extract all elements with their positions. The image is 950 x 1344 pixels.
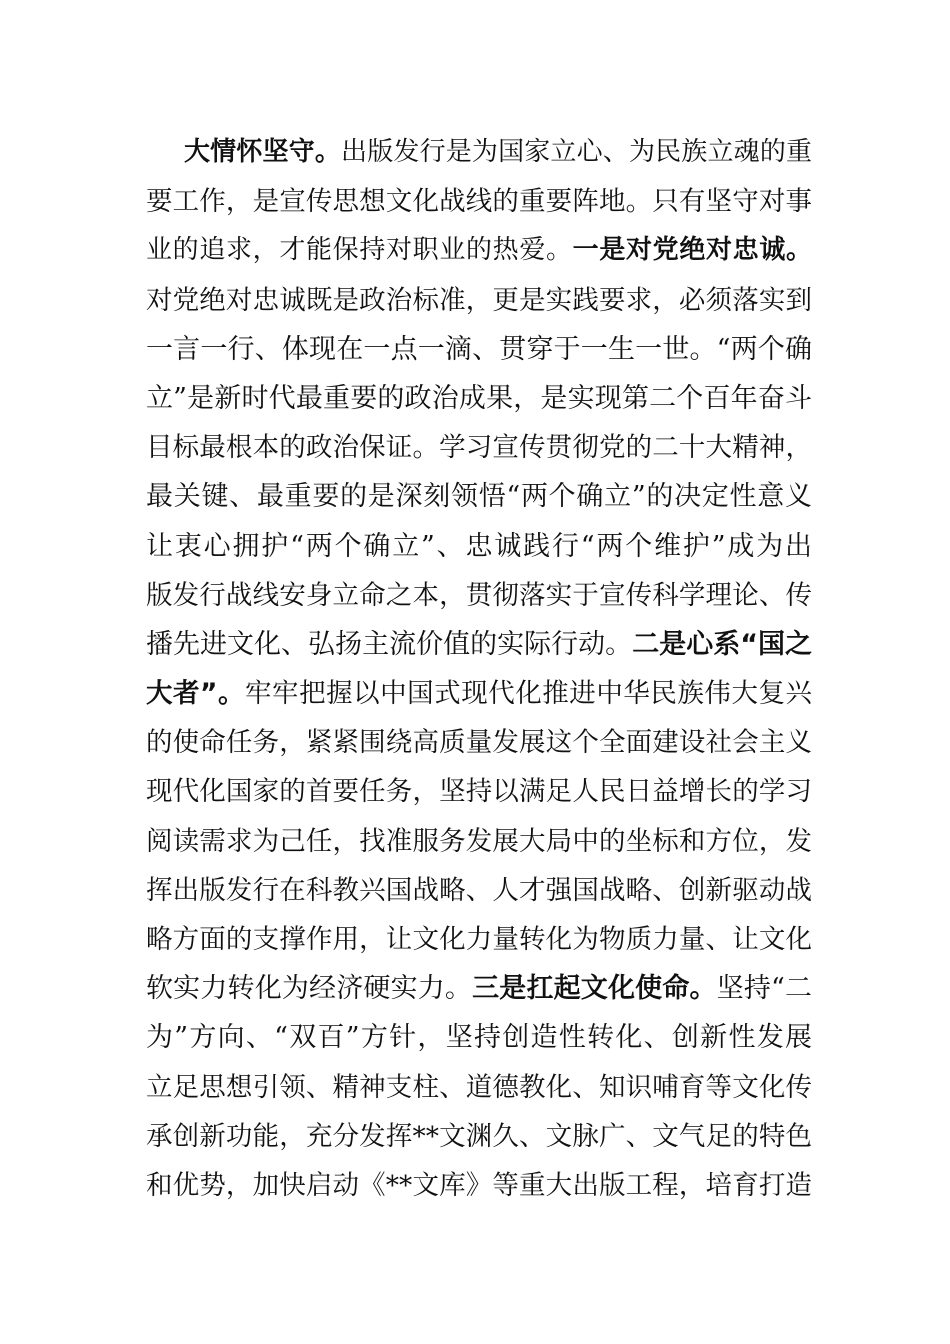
line-text: 软实力转化为经济硬实力。	[146, 973, 473, 1005]
text-line	[146, 522, 812, 571]
bold-heading: 二是心系“国之	[632, 628, 812, 660]
line-text: 略方面的支撑作用，让文化力量转化为物质力量、让文化	[146, 924, 812, 955]
text-line	[146, 718, 812, 767]
line-text: 要工作，是宣传思想文化战线的重要阵地。只有坚守对事	[146, 186, 812, 218]
text-line	[146, 423, 812, 472]
text-line	[146, 1013, 812, 1062]
line-text: 最关键、最重要的是深刻领悟“两个确立”的决定性意义	[146, 481, 812, 513]
text-line	[146, 226, 812, 275]
line-text: 对党绝对忠诚既是政治标准，更是实践要求，必须落实到	[146, 284, 812, 316]
text-line	[146, 767, 812, 816]
line-text: 一言一行、体现在一点一滴、贯穿于一生一世。“两个确	[146, 333, 812, 365]
text-line	[146, 177, 812, 226]
bold-heading: 大情怀坚守。	[184, 137, 342, 167]
bold-heading: 大者”。	[146, 678, 246, 710]
line-text: 挥出版发行在科教兴国战略、人才强国战略、创新驱动战	[146, 874, 812, 906]
text-line	[146, 276, 812, 325]
bold-heading: 一是对党绝对忠诚。	[572, 235, 812, 266]
line-text: 为”方向、“双百”方针，坚持创造性转化、创新性发展	[146, 1022, 812, 1054]
line-text: 阅读需求为己任，找准服务发展大局中的坐标和方位，发	[146, 825, 812, 857]
text-line	[146, 374, 812, 423]
text-line	[146, 866, 812, 915]
text-line	[146, 1161, 812, 1210]
line-text: 和优势，加快启动《**文库》等重大出版工程，培育打造	[146, 1169, 812, 1201]
line-text: 目标最根本的政治保证。学习宣传贯彻党的二十大精神，	[146, 432, 812, 464]
line-text: 让衷心拥护“两个确立”、忠诚践行“两个维护”成为出	[146, 530, 812, 562]
line-text: 出版发行是为国家立心、为民族立魂的重	[341, 137, 812, 167]
line-text: 承创新功能，充分发挥**文渊久、文脉广、文气足的特色	[146, 1120, 812, 1152]
body-paragraph	[146, 128, 812, 1210]
line-text: 现代化国家的首要任务，坚持以满足人民日益增长的学习	[146, 776, 812, 808]
text-line	[146, 325, 812, 374]
text-line	[146, 669, 812, 718]
line-text: 业的追求，才能保持对职业的热爱。	[146, 235, 573, 266]
line-text: 的使命任务，紧紧围绕高质量发展这个全面建设社会主义	[146, 727, 812, 759]
text-line	[146, 817, 812, 866]
line-text-tail: 坚持“二	[716, 973, 812, 1005]
line-text: 立”是新时代最重要的政治成果，是实现第二个百年奋斗	[146, 382, 812, 414]
text-line	[146, 571, 812, 620]
text-line	[146, 620, 812, 669]
text-line	[146, 128, 812, 177]
text-line	[146, 472, 812, 521]
line-text: 版发行战线安身立命之本，贯彻落实于宣传科学理论、传	[146, 579, 812, 611]
text-line	[146, 1112, 812, 1161]
bold-heading: 三是扛起文化使命。	[472, 973, 717, 1005]
text-line	[146, 964, 812, 1013]
line-text: 立足思想引领、精神支柱、道德教化、知识哺育等文化传	[146, 1071, 812, 1103]
line-text: 播先进文化、弘扬主流价值的实际行动。	[146, 628, 633, 660]
text-line	[146, 1063, 812, 1112]
text-line	[146, 915, 812, 964]
line-text: 牢牢把握以中国式现代化推进中华民族伟大复兴	[245, 678, 812, 710]
